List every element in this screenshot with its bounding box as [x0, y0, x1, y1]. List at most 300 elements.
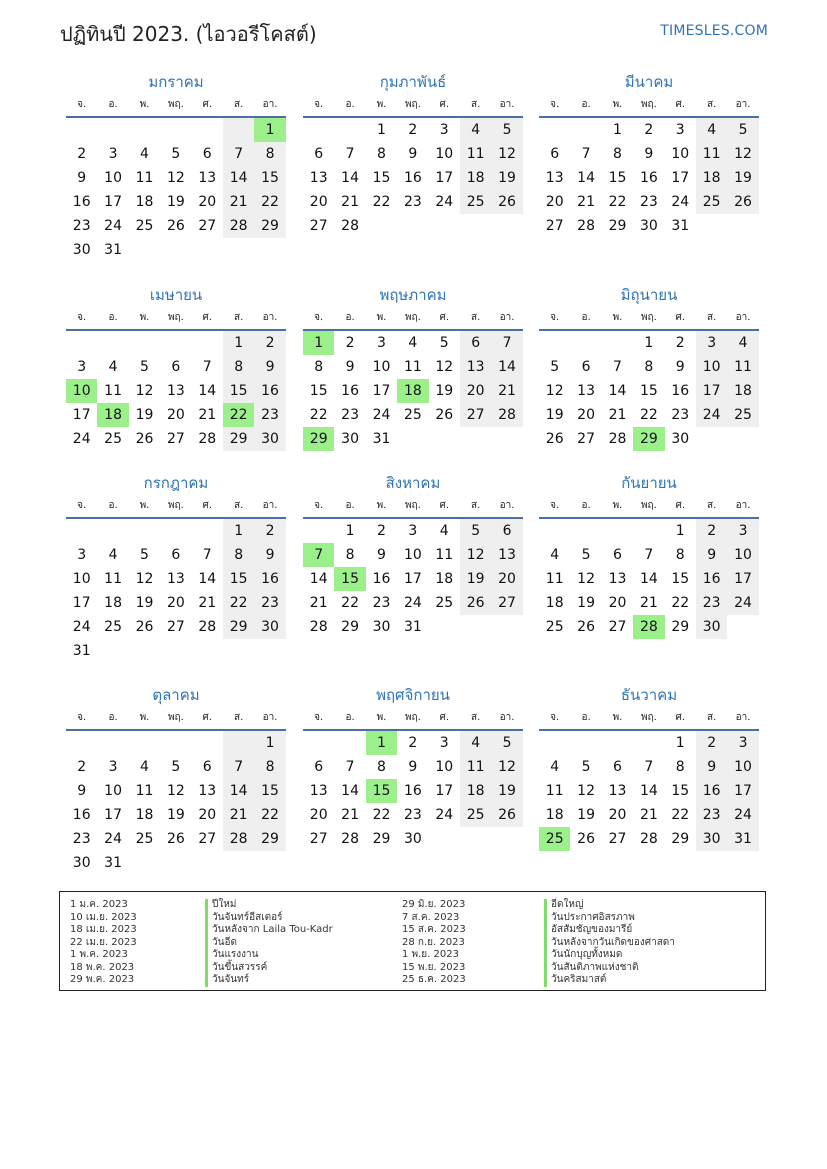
week-row [303, 803, 523, 827]
day-cell: 18 [435, 571, 454, 587]
weekday-label: จ. [77, 312, 87, 323]
day-cell: 24 [435, 194, 454, 210]
site-brand[interactable]: TIMESLES.COM [660, 23, 768, 39]
day-cell: 24 [435, 807, 454, 823]
week-row [66, 615, 286, 639]
empty-day-cell [192, 519, 223, 543]
day-cell: 31 [671, 218, 690, 234]
day-cell: 26 [727, 190, 758, 214]
day-cell: 12 [460, 543, 491, 567]
empty-day-cell [223, 118, 254, 142]
month-calendar [303, 471, 523, 639]
day-cell: 13 [166, 571, 185, 587]
day-cell: 17 [671, 170, 690, 186]
month-name: พฤษภาคม [379, 286, 447, 304]
day-cell: 9 [696, 543, 727, 567]
empty-day-cell [66, 519, 97, 543]
weekday-label: ศ. [202, 312, 213, 323]
day-cell: 24 [104, 218, 122, 234]
day-cell: 27 [198, 831, 217, 847]
holiday-day-cell: 29 [303, 427, 334, 451]
day-cell: 30 [639, 218, 658, 234]
legend-date: 22 เม.ย. 2023 [70, 936, 137, 948]
day-cell: 4 [108, 547, 118, 563]
day-cell: 26 [577, 619, 595, 635]
day-cell: 24 [72, 619, 91, 635]
day-cell: 4 [550, 547, 560, 563]
week-row [539, 166, 759, 190]
empty-day-cell [539, 519, 570, 543]
week-row [66, 519, 286, 543]
week-row [303, 591, 523, 615]
day-cell: 21 [309, 595, 328, 611]
weekday-label: ศ. [202, 712, 213, 723]
legend-holiday-name: วันหลังจากวันเกิดของศาสดา [544, 937, 675, 950]
day-cell: 15 [223, 567, 254, 591]
day-cell: 2 [408, 735, 418, 751]
week-row [303, 166, 523, 190]
empty-day-cell [633, 731, 664, 755]
weekday-label: ส. [471, 712, 481, 723]
week-row [303, 543, 523, 567]
day-cell: 28 [491, 403, 522, 427]
empty-day-cell [633, 519, 664, 543]
day-cell: 22 [254, 803, 285, 827]
legend-holiday-name: อีดใหญ่ [544, 899, 675, 912]
day-cell: 17 [696, 379, 727, 403]
legend-date: 1 พ.ค. 2023 [70, 949, 128, 960]
week-row [303, 615, 523, 639]
day-cell: 1 [254, 731, 285, 755]
week-row [66, 755, 286, 779]
day-cell: 7 [345, 146, 355, 162]
weekday-label: อา. [262, 712, 278, 723]
day-cell: 1 [675, 735, 685, 751]
day-cell: 29 [223, 427, 254, 451]
day-cell: 2 [254, 331, 285, 355]
day-cell: 4 [140, 146, 149, 162]
day-cell: 8 [613, 146, 622, 162]
day-cell: 30 [341, 431, 359, 447]
day-cell: 6 [314, 146, 324, 162]
week-row [539, 731, 759, 755]
week-row [303, 379, 523, 403]
weekday-label: พฤ. [640, 712, 657, 723]
day-cell: 26 [491, 190, 522, 214]
day-cell: 22 [372, 807, 391, 823]
day-cell: 6 [171, 547, 181, 563]
month-calendar [539, 283, 759, 451]
empty-day-cell [97, 331, 128, 355]
month-name: มิถุนายน [620, 286, 678, 304]
day-cell: 5 [491, 731, 522, 755]
weekday-label: อา. [499, 712, 515, 723]
weekday-label: อ. [345, 312, 355, 323]
holiday-day-cell: 7 [303, 543, 334, 567]
day-cell: 20 [309, 194, 328, 210]
day-cell: 19 [491, 779, 522, 803]
week-row [66, 543, 286, 567]
day-cell: 10 [727, 543, 758, 567]
day-cell: 1 [613, 122, 622, 138]
day-cell: 4 [460, 118, 491, 142]
day-cell: 27 [491, 591, 522, 615]
legend-holiday-name: วันขึ้นสวรรค์ [205, 962, 333, 975]
week-row [66, 355, 286, 379]
day-cell: 5 [140, 359, 149, 375]
weekday-label: จ. [550, 500, 560, 511]
day-cell: 8 [223, 543, 254, 567]
day-cell: 3 [108, 759, 118, 775]
day-cell: 30 [72, 855, 91, 871]
day-cell: 14 [198, 571, 217, 587]
day-cell: 6 [581, 359, 591, 375]
day-cell: 4 [550, 759, 560, 775]
day-cell: 15 [254, 779, 285, 803]
day-cell: 17 [104, 194, 122, 210]
day-cell: 10 [727, 755, 758, 779]
day-cell: 25 [104, 619, 122, 635]
week-row [303, 355, 523, 379]
day-cell: 30 [403, 831, 422, 847]
day-cell: 12 [135, 383, 154, 399]
week-row [303, 567, 523, 591]
weekday-label: ส. [234, 99, 244, 110]
day-cell: 28 [223, 214, 254, 238]
day-cell: 8 [345, 547, 355, 563]
day-cell: 25 [460, 190, 491, 214]
week-row [539, 427, 759, 451]
day-cell: 8 [314, 359, 324, 375]
weekday-label: จ. [314, 99, 324, 110]
day-cell: 21 [608, 407, 627, 423]
week-row [303, 519, 523, 543]
week-row [66, 827, 286, 851]
weekday-label: อ. [581, 500, 591, 511]
day-cell: 12 [435, 359, 454, 375]
week-row [539, 519, 759, 543]
day-cell: 21 [577, 194, 595, 210]
day-cell: 7 [202, 359, 212, 375]
week-row [66, 166, 286, 190]
day-cell: 20 [198, 194, 217, 210]
week-row [539, 827, 759, 851]
day-cell: 27 [166, 619, 185, 635]
day-cell: 24 [372, 407, 391, 423]
day-cell: 16 [254, 567, 285, 591]
week-row [66, 567, 286, 591]
day-cell: 4 [439, 523, 449, 539]
day-cell: 8 [223, 355, 254, 379]
holiday-day-cell: 25 [539, 827, 570, 851]
holiday-legend [59, 891, 766, 991]
day-cell: 2 [377, 523, 386, 539]
week-row [303, 142, 523, 166]
weekday-label: ส. [707, 312, 717, 323]
day-cell: 10 [403, 547, 422, 563]
day-cell: 26 [135, 431, 154, 447]
day-cell: 12 [135, 571, 154, 587]
empty-day-cell [160, 331, 191, 355]
weekday-label: ศ. [202, 99, 213, 110]
day-cell: 10 [72, 571, 91, 587]
day-cell: 20 [545, 194, 564, 210]
holiday-day-cell: 15 [334, 567, 365, 591]
day-cell: 1 [223, 519, 254, 543]
day-cell: 18 [135, 807, 154, 823]
weekday-label: อ. [108, 500, 118, 511]
week-row [539, 214, 759, 238]
day-cell: 18 [727, 379, 758, 403]
day-cell: 30 [254, 615, 285, 639]
holiday-day-cell: 10 [66, 379, 97, 403]
day-cell: 26 [545, 431, 564, 447]
weekday-header [303, 94, 523, 118]
month-calendar [66, 471, 286, 663]
weekday-label: พฤ. [640, 99, 657, 110]
day-cell: 14 [198, 383, 217, 399]
day-cell: 14 [577, 170, 595, 186]
day-cell: 31 [403, 619, 422, 635]
empty-day-cell [303, 731, 334, 755]
day-cell: 4 [408, 335, 418, 351]
holiday-day-cell: 18 [97, 403, 128, 427]
day-cell: 19 [727, 166, 758, 190]
day-cell: 3 [77, 547, 87, 563]
day-cell: 5 [460, 519, 491, 543]
day-cell: 27 [545, 218, 564, 234]
weekday-label: พ. [612, 500, 623, 511]
legend-holiday-name: อัสสัมชัญของมารีย์ [544, 924, 675, 937]
day-cell: 11 [545, 571, 564, 587]
day-cell: 23 [403, 194, 422, 210]
day-cell: 16 [372, 571, 391, 587]
empty-day-cell [66, 118, 97, 142]
day-cell: 11 [403, 359, 422, 375]
empty-day-cell [334, 118, 365, 142]
day-cell: 30 [696, 827, 727, 851]
weekday-label: ส. [471, 312, 481, 323]
day-cell: 7 [613, 359, 622, 375]
weekday-label: พฤ. [404, 99, 421, 110]
day-cell: 11 [135, 170, 154, 186]
weekday-label: พ. [376, 500, 387, 511]
weekday-header [539, 495, 759, 519]
month-name: ธันวาคม [620, 686, 678, 704]
day-cell: 15 [309, 383, 328, 399]
legend-holiday-name: วันคริสมาสต์ [544, 974, 675, 987]
empty-day-cell [129, 331, 160, 355]
day-cell: 9 [77, 783, 87, 799]
day-cell: 10 [435, 146, 454, 162]
weekday-label: จ. [550, 312, 560, 323]
day-cell: 27 [608, 619, 627, 635]
week-row [539, 379, 759, 403]
legend-holiday-name: วันนักบุญทั้งหมด [544, 949, 675, 962]
day-cell: 26 [166, 218, 185, 234]
day-cell: 27 [198, 218, 217, 234]
day-cell: 2 [408, 122, 418, 138]
day-cell: 18 [696, 166, 727, 190]
week-row [303, 331, 523, 355]
legend-date: 1 พ.ย. 2023 [402, 949, 459, 960]
day-cell: 3 [439, 735, 449, 751]
legend-holiday-name: วันอีด [205, 937, 333, 950]
legend-holiday-name: วันจันทร์ [205, 974, 333, 987]
day-cell: 27 [309, 218, 328, 234]
weekday-label: อา. [735, 99, 751, 110]
day-cell: 12 [491, 142, 522, 166]
weekday-label: พ. [612, 99, 623, 110]
day-cell: 22 [309, 407, 328, 423]
weekday-header [303, 707, 523, 731]
month-calendar [66, 283, 286, 451]
day-cell: 4 [727, 331, 758, 355]
day-cell: 30 [72, 242, 91, 258]
weekday-label: พ. [376, 99, 387, 110]
day-cell: 20 [577, 407, 595, 423]
week-row [303, 403, 523, 427]
day-cell: 5 [550, 359, 560, 375]
day-cell: 12 [577, 571, 595, 587]
day-cell: 25 [460, 803, 491, 827]
day-cell: 25 [104, 431, 122, 447]
week-row [66, 118, 286, 142]
week-row [303, 779, 523, 803]
weekday-label: จ. [314, 712, 324, 723]
day-cell: 19 [577, 807, 595, 823]
day-cell: 11 [135, 783, 154, 799]
week-row [539, 403, 759, 427]
day-cell: 7 [345, 759, 355, 775]
weekday-label: อา. [262, 99, 278, 110]
day-cell: 7 [223, 755, 254, 779]
day-cell: 21 [639, 807, 658, 823]
legend-date: 1 ม.ค. 2023 [70, 899, 128, 910]
week-row [66, 639, 286, 663]
empty-day-cell [602, 519, 633, 543]
day-cell: 24 [72, 431, 91, 447]
weekday-label: ส. [707, 712, 717, 723]
empty-day-cell [129, 731, 160, 755]
day-cell: 17 [727, 779, 758, 803]
day-cell: 6 [550, 146, 560, 162]
weekday-label: พ. [139, 99, 150, 110]
weekday-label: อา. [735, 312, 751, 323]
day-cell: 9 [696, 755, 727, 779]
day-cell: 19 [166, 194, 185, 210]
week-row [539, 779, 759, 803]
empty-day-cell [129, 519, 160, 543]
legend-date: 28 ก.ย. 2023 [402, 936, 465, 948]
day-cell: 21 [198, 595, 217, 611]
weekday-header [303, 307, 523, 331]
empty-day-cell [160, 731, 191, 755]
day-cell: 17 [727, 567, 758, 591]
day-cell: 31 [372, 431, 391, 447]
week-row [303, 731, 523, 755]
day-cell: 1 [223, 331, 254, 355]
day-cell: 4 [460, 731, 491, 755]
day-cell: 20 [491, 567, 522, 591]
day-cell: 9 [408, 146, 418, 162]
day-cell: 21 [223, 190, 254, 214]
day-cell: 9 [644, 146, 654, 162]
weekday-label: อา. [499, 500, 515, 511]
weekday-label: อา. [499, 312, 515, 323]
day-cell: 30 [671, 431, 690, 447]
day-cell: 3 [675, 122, 685, 138]
day-cell: 17 [403, 571, 422, 587]
weekday-label: พฤ. [404, 712, 421, 723]
holiday-day-cell: 22 [223, 403, 254, 427]
legend-holiday-name: วันสันติภาพแห่งชาติ [544, 962, 675, 975]
day-cell: 16 [403, 783, 422, 799]
weekday-label: พ. [376, 312, 387, 323]
weekday-label: อ. [108, 312, 118, 323]
week-row [66, 214, 286, 238]
holiday-day-cell: 15 [366, 779, 397, 803]
empty-day-cell [570, 118, 601, 142]
day-cell: 13 [577, 383, 595, 399]
day-cell: 16 [671, 383, 690, 399]
day-cell: 14 [491, 355, 522, 379]
day-cell: 21 [198, 407, 217, 423]
day-cell: 9 [408, 759, 418, 775]
day-cell: 22 [639, 407, 658, 423]
day-cell: 14 [608, 383, 627, 399]
day-cell: 30 [372, 619, 391, 635]
day-cell: 3 [77, 359, 87, 375]
day-cell: 1 [377, 122, 386, 138]
day-cell: 20 [608, 807, 627, 823]
day-cell: 15 [254, 166, 285, 190]
weekday-header [66, 707, 286, 731]
day-cell: 13 [198, 783, 217, 799]
day-cell: 7 [223, 142, 254, 166]
weekday-label: ส. [707, 99, 717, 110]
month-calendar [539, 70, 759, 238]
day-cell: 16 [696, 567, 727, 591]
week-row [539, 331, 759, 355]
weekday-label: อ. [345, 500, 355, 511]
day-cell: 15 [608, 170, 627, 186]
weekday-label: ศ. [675, 99, 686, 110]
day-cell: 5 [491, 118, 522, 142]
empty-day-cell [160, 519, 191, 543]
day-cell: 5 [439, 335, 449, 351]
weekday-header [66, 94, 286, 118]
day-cell: 5 [727, 118, 758, 142]
day-cell: 26 [435, 407, 454, 423]
empty-day-cell [160, 118, 191, 142]
empty-day-cell [66, 331, 97, 355]
week-row [539, 803, 759, 827]
empty-day-cell [129, 118, 160, 142]
weekday-label: ศ. [675, 312, 686, 323]
day-cell: 26 [135, 619, 154, 635]
day-cell: 11 [696, 142, 727, 166]
day-cell: 17 [72, 595, 91, 611]
day-cell: 21 [341, 807, 359, 823]
day-cell: 10 [671, 146, 690, 162]
weekday-label: ศ. [675, 500, 686, 511]
day-cell: 9 [675, 359, 685, 375]
day-cell: 3 [408, 523, 418, 539]
legend-left-dates [70, 899, 137, 987]
page-title: ปฏิทินปี 2023. (ไอวอรีโคสต์) [60, 22, 317, 46]
day-cell: 7 [581, 146, 591, 162]
